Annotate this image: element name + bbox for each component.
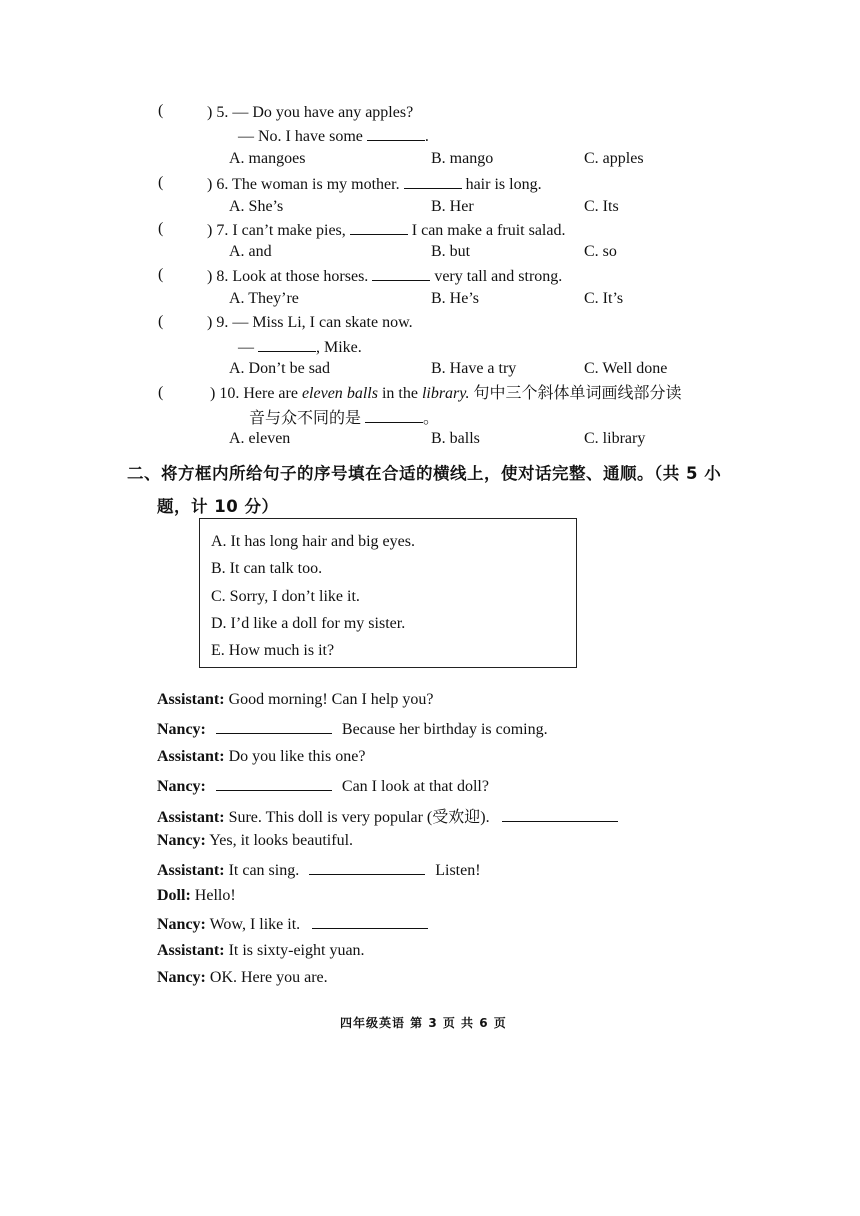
dialogue-line: Assistant: It is sixty-eight yuan.: [157, 942, 365, 959]
dialogue-line: Nancy: Yes, it looks beautiful.: [157, 832, 354, 849]
option-c[interactable]: C. It’s: [584, 290, 624, 307]
option-b[interactable]: B. mango: [431, 150, 494, 167]
option-b[interactable]: B. but: [431, 243, 471, 260]
question-8-text: ) 8. Look at those horses. very tall and strong.: [207, 268, 563, 285]
answer-paren-7[interactable]: (: [158, 220, 164, 237]
option-b[interactable]: B. balls: [431, 430, 480, 447]
dialogue-blank-4[interactable]: [309, 860, 425, 875]
option-b[interactable]: B. He’s: [431, 290, 479, 307]
option-c[interactable]: C. Well done: [584, 360, 668, 377]
dialogue-blank-1[interactable]: [216, 719, 332, 734]
section-2-title: 二、将方框内所给句子的序号填在合适的横线上，使对话完整、通顺。（共 5 小: [127, 464, 722, 483]
answer-blank[interactable]: [365, 408, 423, 423]
dialogue-line: Doll: Hello!: [157, 887, 236, 904]
option-a[interactable]: A. She’s: [229, 198, 284, 215]
dialogue-line: Assistant: It can sing. Listen!: [157, 862, 481, 879]
dialogue-blank-5[interactable]: [312, 914, 428, 929]
question-5-text: ) 5. — Do you have any apples?: [207, 104, 414, 121]
answer-paren-6[interactable]: (: [158, 174, 164, 191]
page-footer: 四年级英语 第 3 页 共 6 页: [340, 1016, 507, 1030]
answer-paren-8[interactable]: (: [158, 266, 164, 283]
choice-c: C. Sorry, I don’t like it.: [211, 588, 360, 605]
answer-paren-10[interactable]: (: [158, 384, 164, 401]
dialogue-line: Assistant: Good morning! Can I help you?: [157, 691, 434, 708]
question-10-line2: 音与众不同的是 。: [249, 410, 440, 427]
question-9-text: ) 9. — Miss Li, I can skate now.: [207, 314, 413, 331]
answer-blank[interactable]: [404, 174, 462, 189]
option-b[interactable]: B. Have a try: [431, 360, 517, 377]
answer-paren-5[interactable]: (: [158, 102, 164, 119]
answer-blank[interactable]: [372, 266, 430, 281]
option-c[interactable]: C. library: [584, 430, 646, 447]
dialogue-line: Nancy: Can I look at that doll?: [157, 778, 489, 795]
question-6-text: ) 6. The woman is my mother. hair is long.: [207, 176, 542, 193]
dialogue-line: Nancy: OK. Here you are.: [157, 969, 328, 986]
answer-paren-9[interactable]: (: [158, 313, 164, 330]
option-a[interactable]: A. They’re: [229, 290, 299, 307]
question-10-text: ) 10. Here are eleven balls in the library. 句中三个斜体单词画线部分读: [210, 385, 682, 402]
option-c[interactable]: C. apples: [584, 150, 644, 167]
answer-blank[interactable]: [367, 126, 425, 141]
option-a[interactable]: A. eleven: [229, 430, 291, 447]
italic-word-eleven: eleven: [301, 385, 343, 402]
dialogue-line: Nancy: Because her birthday is coming.: [157, 721, 548, 738]
choice-box: [199, 518, 577, 668]
italic-word-balls: balls: [346, 385, 378, 402]
dialogue-blank-2[interactable]: [216, 776, 332, 791]
option-c[interactable]: C. Its: [584, 198, 619, 215]
choice-e: E. How much is it?: [211, 642, 335, 659]
italic-word-library: library.: [421, 385, 470, 402]
option-c[interactable]: C. so: [584, 243, 617, 260]
dialogue-line: Assistant: Do you like this one?: [157, 748, 366, 765]
dialogue-line: Nancy: Wow, I like it.: [157, 914, 428, 934]
option-a[interactable]: A. Don’t be sad: [229, 360, 331, 377]
section-2-title-cont: 题，计 10 分）: [157, 497, 279, 516]
choice-d: D. I’d like a doll for my sister.: [211, 615, 406, 632]
option-a[interactable]: A. mangoes: [229, 150, 306, 167]
question-5-line2: — No. I have some .: [238, 128, 429, 145]
choice-a: A. It has long hair and big eyes.: [211, 533, 415, 550]
answer-blank[interactable]: [350, 220, 408, 235]
option-b[interactable]: B. Her: [431, 198, 474, 215]
dialogue-blank-3[interactable]: [502, 807, 618, 822]
dialogue-line: Assistant: Sure. This doll is very popular (受欢迎).: [157, 804, 618, 827]
answer-blank[interactable]: [258, 337, 316, 352]
choice-b: B. It can talk too.: [211, 560, 323, 577]
question-9-line2: — , Mike.: [238, 339, 362, 356]
option-a[interactable]: A. and: [229, 243, 272, 260]
question-7-text: ) 7. I can’t make pies, I can make a fruit salad.: [207, 222, 566, 239]
